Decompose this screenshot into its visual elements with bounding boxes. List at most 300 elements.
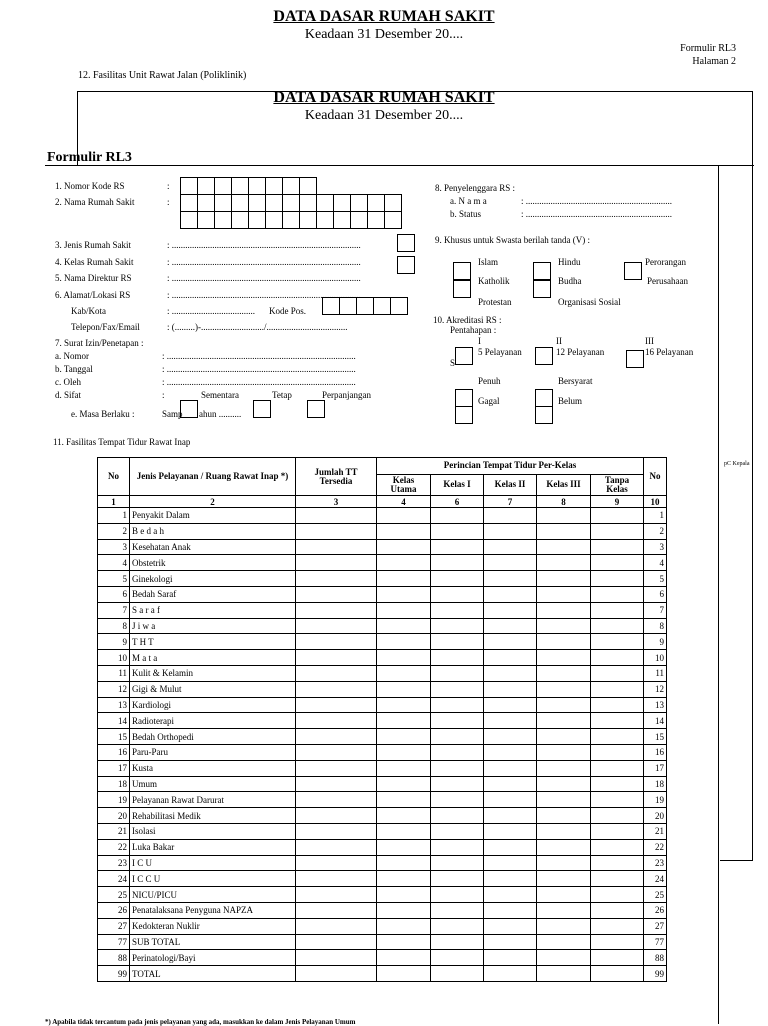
bed-count-cell[interactable] — [431, 792, 484, 808]
bed-count-cell[interactable] — [537, 602, 591, 618]
row-service-name: M a t a — [130, 650, 296, 666]
field-nama-rs-label: 2. Nama Rumah Sakit — [55, 197, 135, 207]
bed-count-cell[interactable] — [591, 808, 644, 824]
bed-count-cell[interactable] — [484, 855, 537, 871]
bed-count-cell[interactable] — [431, 650, 484, 666]
bed-count-cell[interactable] — [296, 744, 377, 760]
kode-rs-input[interactable] — [180, 177, 316, 195]
bed-count-cell[interactable] — [484, 760, 537, 776]
field-khusus-swasta-label: 9. Khusus untuk Swasta berilah tanda (V) : — [435, 235, 590, 245]
front-title: DATA DASAR RUMAH SAKIT — [273, 89, 495, 106]
jenis-rs-checkbox[interactable] — [397, 234, 415, 252]
5-pelayanan-checkbox[interactable] — [455, 347, 473, 365]
12-pelayanan-checkbox[interactable] — [535, 347, 553, 365]
bed-count-cell[interactable] — [431, 618, 484, 634]
bed-count-cell[interactable] — [484, 571, 537, 587]
bed-count-cell[interactable] — [377, 792, 431, 808]
bed-count-cell[interactable] — [484, 523, 537, 539]
column-number: 8 — [537, 496, 591, 508]
bed-count-cell[interactable] — [537, 539, 591, 555]
bed-count-cell[interactable] — [431, 760, 484, 776]
bed-count-cell[interactable] — [377, 729, 431, 745]
bed-count-cell[interactable] — [591, 650, 644, 666]
table-row — [98, 887, 667, 903]
bed-count-cell[interactable] — [377, 966, 431, 982]
option-belum: Belum — [558, 396, 582, 406]
bed-count-cell[interactable] — [591, 697, 644, 713]
field-jenis-rs-label: 3. Jenis Rumah Sakit — [55, 240, 131, 250]
row-number: 7 — [98, 602, 130, 618]
bed-count-cell[interactable] — [377, 871, 431, 887]
belum-checkbox[interactable] — [535, 389, 553, 407]
header-kelas-ii: Kelas II — [484, 474, 537, 495]
bed-count-cell[interactable] — [296, 792, 377, 808]
field-kabkota-label: Kab/Kota — [71, 306, 106, 316]
bed-count-cell[interactable] — [537, 555, 591, 571]
masa-berlaku-sampai: Samp — [162, 409, 183, 419]
bed-count-cell[interactable] — [537, 697, 591, 713]
bed-count-cell[interactable] — [537, 966, 591, 982]
column-number: 1 — [98, 496, 130, 508]
bed-count-cell[interactable] — [591, 823, 644, 839]
bed-count-cell[interactable] — [377, 839, 431, 855]
header-kelas-utama: Kelas Utama — [377, 474, 431, 495]
bed-count-cell[interactable] — [431, 855, 484, 871]
kelas-rs-checkbox[interactable] — [397, 256, 415, 274]
row-number-right: 18 — [644, 776, 667, 792]
protestan-checkbox[interactable] — [453, 280, 471, 298]
bed-count-cell[interactable] — [296, 618, 377, 634]
bed-count-cell[interactable] — [537, 792, 591, 808]
bed-count-cell[interactable] — [537, 571, 591, 587]
bed-count-cell[interactable] — [591, 966, 644, 982]
bed-count-cell[interactable] — [296, 681, 377, 697]
field-masa-berlaku-label: e. Masa Berlaku : — [71, 409, 135, 419]
bed-count-cell[interactable] — [377, 760, 431, 776]
bed-count-cell[interactable] — [537, 855, 591, 871]
bed-count-cell[interactable] — [431, 681, 484, 697]
table-row — [98, 681, 667, 697]
bed-count-cell[interactable] — [537, 776, 591, 792]
row-service-name: Isolasi — [130, 823, 296, 839]
row-number-right: 27 — [644, 918, 667, 934]
row-service-name: Paru-Paru — [130, 744, 296, 760]
bed-count-cell[interactable] — [591, 602, 644, 618]
column-number: 2 — [130, 496, 296, 508]
hindu-checkbox[interactable] — [533, 262, 551, 280]
bed-count-cell[interactable] — [591, 760, 644, 776]
bed-count-cell[interactable] — [296, 823, 377, 839]
bed-count-cell[interactable] — [537, 508, 591, 524]
bed-count-cell[interactable] — [377, 713, 431, 729]
bed-count-cell[interactable] — [537, 729, 591, 745]
bed-count-cell[interactable] — [591, 523, 644, 539]
oleh-dots: : .................................................................................... — [162, 377, 356, 387]
bed-count-cell[interactable] — [484, 744, 537, 760]
bed-count-cell[interactable] — [591, 792, 644, 808]
bed-count-cell[interactable] — [537, 823, 591, 839]
row-service-name: Kulit & Kelamin — [130, 665, 296, 681]
bed-count-cell[interactable] — [377, 634, 431, 650]
front-right-edge — [718, 166, 719, 1024]
row-service-name: I C C U — [130, 871, 296, 887]
bed-count-cell[interactable] — [431, 586, 484, 602]
row-number: 21 — [98, 823, 130, 839]
bed-count-cell[interactable] — [431, 523, 484, 539]
row-number-right: 21 — [644, 823, 667, 839]
bed-count-cell[interactable] — [484, 792, 537, 808]
column-number: 7 — [484, 496, 537, 508]
bed-count-cell[interactable] — [537, 586, 591, 602]
bed-count-cell[interactable] — [591, 855, 644, 871]
bed-count-cell[interactable] — [537, 808, 591, 824]
bed-count-cell[interactable] — [537, 713, 591, 729]
table-row — [98, 650, 667, 666]
bed-count-cell[interactable] — [431, 713, 484, 729]
bed-count-cell[interactable] — [296, 902, 377, 918]
bed-count-cell[interactable] — [591, 950, 644, 966]
bed-count-cell[interactable] — [591, 839, 644, 855]
bed-count-cell[interactable] — [431, 871, 484, 887]
bed-count-cell[interactable] — [591, 729, 644, 745]
table-row — [98, 744, 667, 760]
bed-count-cell[interactable] — [484, 808, 537, 824]
pentahapan-label: Pentahapan : — [450, 325, 497, 335]
bed-count-cell[interactable] — [296, 571, 377, 587]
bed-count-cell[interactable] — [591, 571, 644, 587]
penyelenggara-nama-dots: : ................................................................. — [521, 196, 673, 206]
sifat-sementara: Sementara — [201, 390, 239, 400]
bed-count-cell[interactable] — [484, 697, 537, 713]
bed-count-cell[interactable] — [484, 950, 537, 966]
table-row — [98, 539, 667, 555]
table-row — [98, 713, 667, 729]
bed-count-cell[interactable] — [296, 871, 377, 887]
bed-count-cell[interactable] — [484, 539, 537, 555]
bed-count-cell[interactable] — [431, 508, 484, 524]
option-gagal: Gagal — [478, 396, 500, 406]
bed-count-cell[interactable] — [377, 602, 431, 618]
bed-count-cell[interactable] — [377, 539, 431, 555]
organisasi-checkbox[interactable] — [533, 280, 551, 298]
bed-count-cell[interactable] — [431, 839, 484, 855]
perpanjangan-checkbox[interactable] — [307, 400, 325, 418]
bed-count-cell[interactable] — [484, 871, 537, 887]
bed-count-cell[interactable] — [296, 539, 377, 555]
bed-count-cell[interactable] — [377, 650, 431, 666]
bed-count-cell[interactable] — [377, 508, 431, 524]
bed-count-cell[interactable] — [537, 871, 591, 887]
bed-count-cell[interactable] — [296, 950, 377, 966]
bed-count-cell[interactable] — [377, 523, 431, 539]
column-number: 10 — [644, 496, 667, 508]
bed-count-cell[interactable] — [484, 650, 537, 666]
table-row — [98, 792, 667, 808]
row-service-name: Perinatologi/Bayi — [130, 950, 296, 966]
row-number-right: 4 — [644, 555, 667, 571]
row-service-name: Radioterapi — [130, 713, 296, 729]
bed-count-cell[interactable] — [591, 934, 644, 950]
bed-count-cell[interactable] — [296, 760, 377, 776]
table-row — [98, 855, 667, 871]
table-row — [98, 555, 667, 571]
bed-count-cell[interactable] — [377, 744, 431, 760]
bed-count-cell[interactable] — [431, 571, 484, 587]
row-service-name: S a r a f — [130, 602, 296, 618]
row-service-name: Obstetrik — [130, 555, 296, 571]
nama-rs-input-row2[interactable] — [180, 211, 401, 229]
row-service-name: Penatalaksana Penyguna NAPZA — [130, 902, 296, 918]
table-row — [98, 508, 667, 524]
bed-count-cell[interactable] — [377, 855, 431, 871]
perorangan-checkbox[interactable] — [624, 262, 642, 280]
option-5-pelayanan: 5 Pelayanan — [478, 347, 522, 357]
header-perincian: Perincian Tempat Tidur Per-Kelas — [377, 458, 644, 475]
bed-count-cell[interactable] — [484, 776, 537, 792]
bed-count-cell[interactable] — [296, 776, 377, 792]
row-number-right: 23 — [644, 855, 667, 871]
nama-rs-input-row1[interactable] — [180, 194, 401, 212]
tanggal-dots: : .................................................................................... — [162, 364, 356, 374]
table-row — [98, 697, 667, 713]
row-number: 11 — [98, 665, 130, 681]
field-tanggal-label: b. Tanggal — [55, 364, 93, 374]
field-penyelenggara-label: 8. Penyelenggara RS : — [435, 183, 515, 193]
row-number-right: 7 — [644, 602, 667, 618]
bed-count-cell[interactable] — [591, 887, 644, 903]
bed-count-cell[interactable] — [591, 634, 644, 650]
bed-count-cell[interactable] — [296, 839, 377, 855]
bed-count-cell[interactable] — [591, 665, 644, 681]
bed-count-cell[interactable] — [296, 808, 377, 824]
bed-count-cell[interactable] — [591, 508, 644, 524]
bed-count-cell[interactable] — [377, 776, 431, 792]
islam-checkbox[interactable] — [453, 262, 471, 280]
bed-count-cell[interactable] — [484, 665, 537, 681]
bed-count-cell[interactable] — [591, 555, 644, 571]
bed-count-cell[interactable] — [537, 950, 591, 966]
bed-count-cell[interactable] — [484, 902, 537, 918]
option-islam: Islam — [478, 257, 498, 267]
bed-count-cell[interactable] — [431, 934, 484, 950]
row-number: 9 — [98, 634, 130, 650]
table-row — [98, 871, 667, 887]
bed-count-cell[interactable] — [377, 618, 431, 634]
bed-count-cell[interactable] — [431, 539, 484, 555]
row-number: 14 — [98, 713, 130, 729]
field-kode-rs-label: 1. Nomor Kode RS — [55, 181, 125, 191]
bed-count-cell[interactable] — [537, 665, 591, 681]
row-number-right: 99 — [644, 966, 667, 982]
bed-count-cell[interactable] — [484, 586, 537, 602]
bed-count-cell[interactable] — [431, 966, 484, 982]
bed-count-cell[interactable] — [537, 650, 591, 666]
bed-count-cell[interactable] — [377, 887, 431, 903]
tetap-checkbox[interactable] — [253, 400, 271, 418]
side-note: pC Kepala — [724, 461, 750, 467]
row-number-right: 1 — [644, 508, 667, 524]
bed-count-cell[interactable] — [296, 634, 377, 650]
row-service-name: SUB TOTAL — [130, 934, 296, 950]
table-row — [98, 729, 667, 745]
table-row — [98, 602, 667, 618]
bed-count-cell[interactable] — [296, 555, 377, 571]
bed-count-cell[interactable] — [484, 555, 537, 571]
bed-count-cell[interactable] — [591, 776, 644, 792]
field-direktur-label: 5. Nama Direktur RS — [55, 273, 132, 283]
bed-count-cell[interactable] — [431, 555, 484, 571]
bed-count-cell[interactable] — [484, 713, 537, 729]
bed-count-cell[interactable] — [484, 634, 537, 650]
bed-count-cell[interactable] — [296, 523, 377, 539]
row-service-name: TOTAL — [130, 966, 296, 982]
bed-count-cell[interactable] — [296, 602, 377, 618]
bed-count-cell[interactable] — [296, 934, 377, 950]
bed-count-cell[interactable] — [431, 744, 484, 760]
bed-count-cell[interactable] — [484, 887, 537, 903]
column-number: 9 — [591, 496, 644, 508]
field-penyelenggara-status: b. Status — [450, 209, 482, 219]
bed-count-cell[interactable] — [537, 760, 591, 776]
row-number: 15 — [98, 729, 130, 745]
back-title: DATA DASAR RUMAH SAKIT — [273, 8, 495, 25]
bed-count-cell[interactable] — [484, 681, 537, 697]
bed-count-cell[interactable] — [296, 586, 377, 602]
option-protestan: Protestan — [478, 297, 512, 307]
field-oleh-label: c. Oleh — [55, 377, 81, 387]
table-row — [98, 776, 667, 792]
bed-count-cell[interactable] — [591, 902, 644, 918]
bed-count-cell[interactable] — [537, 918, 591, 934]
bed-count-cell[interactable] — [377, 902, 431, 918]
bed-count-cell[interactable] — [296, 713, 377, 729]
bed-count-cell[interactable] — [377, 681, 431, 697]
bed-count-cell[interactable] — [537, 523, 591, 539]
bed-count-cell[interactable] — [537, 839, 591, 855]
gagal-checkbox[interactable] — [455, 389, 473, 407]
alamat-dots: : .................................................................................... — [167, 290, 361, 300]
bed-count-cell[interactable] — [591, 586, 644, 602]
bed-count-cell[interactable] — [377, 555, 431, 571]
row-service-name: Pelayanan Rawat Darurat — [130, 792, 296, 808]
bed-count-cell[interactable] — [296, 729, 377, 745]
bed-count-cell[interactable] — [377, 918, 431, 934]
bed-count-cell[interactable] — [377, 697, 431, 713]
bed-count-cell[interactable] — [431, 729, 484, 745]
belum-checkbox-lower[interactable] — [535, 406, 553, 424]
option-bersyarat: Bersyarat — [558, 376, 593, 386]
bed-count-cell[interactable] — [484, 823, 537, 839]
bed-count-cell[interactable] — [484, 602, 537, 618]
gagal-checkbox-lower[interactable] — [455, 406, 473, 424]
bed-count-cell[interactable] — [591, 713, 644, 729]
bed-count-cell[interactable] — [537, 681, 591, 697]
bed-count-cell[interactable] — [296, 966, 377, 982]
bed-count-cell[interactable] — [377, 808, 431, 824]
bed-count-cell[interactable] — [431, 697, 484, 713]
bed-count-cell[interactable] — [484, 966, 537, 982]
field-nomor-label: a. Nomor — [55, 351, 89, 361]
bed-count-cell[interactable] — [296, 508, 377, 524]
option-katholik: Katholik — [478, 276, 510, 286]
bed-count-cell[interactable] — [591, 539, 644, 555]
bed-count-cell[interactable] — [431, 950, 484, 966]
bed-count-cell[interactable] — [377, 823, 431, 839]
bed-count-cell[interactable] — [537, 744, 591, 760]
colon: : — [167, 197, 170, 207]
bed-count-cell[interactable] — [377, 934, 431, 950]
bed-count-cell[interactable] — [484, 839, 537, 855]
bed-count-cell[interactable] — [431, 602, 484, 618]
table-row — [98, 571, 667, 587]
row-number: 6 — [98, 586, 130, 602]
bed-count-cell[interactable] — [537, 634, 591, 650]
bed-count-cell[interactable] — [484, 618, 537, 634]
bed-count-cell[interactable] — [377, 665, 431, 681]
bed-count-cell[interactable] — [377, 586, 431, 602]
table-row — [98, 618, 667, 634]
bed-count-cell[interactable] — [431, 823, 484, 839]
bed-count-cell[interactable] — [377, 571, 431, 587]
bed-count-cell[interactable] — [537, 934, 591, 950]
header-no: No — [98, 458, 130, 496]
row-number: 1 — [98, 508, 130, 524]
bed-count-cell[interactable] — [591, 681, 644, 697]
bed-count-cell[interactable] — [431, 902, 484, 918]
bed-count-cell[interactable] — [431, 887, 484, 903]
bed-count-cell[interactable] — [591, 618, 644, 634]
bed-count-cell[interactable] — [431, 665, 484, 681]
bed-count-cell[interactable] — [296, 665, 377, 681]
sifat-tetap: Tetap — [272, 390, 292, 400]
bed-count-cell[interactable] — [591, 871, 644, 887]
bed-count-cell[interactable] — [431, 634, 484, 650]
bed-count-cell[interactable] — [537, 618, 591, 634]
row-number-right: 22 — [644, 839, 667, 855]
bed-count-cell[interactable] — [296, 918, 377, 934]
tahap-i: I — [478, 336, 481, 346]
bed-count-cell[interactable] — [484, 934, 537, 950]
bed-count-cell[interactable] — [591, 918, 644, 934]
back-form-code: Formulir RL3 — [680, 43, 736, 54]
bed-count-cell[interactable] — [537, 887, 591, 903]
row-number-right: 19 — [644, 792, 667, 808]
row-number-right: 25 — [644, 887, 667, 903]
bed-count-cell[interactable] — [296, 855, 377, 871]
bed-count-cell[interactable] — [591, 744, 644, 760]
bed-count-cell[interactable] — [377, 950, 431, 966]
16-pelayanan-checkbox[interactable] — [626, 350, 644, 368]
row-number: 24 — [98, 871, 130, 887]
bed-count-cell[interactable] — [296, 887, 377, 903]
bed-count-cell[interactable] — [431, 918, 484, 934]
bed-count-cell[interactable] — [484, 729, 537, 745]
bed-count-cell[interactable] — [484, 918, 537, 934]
bed-count-cell[interactable] — [296, 650, 377, 666]
row-number-right: 10 — [644, 650, 667, 666]
bed-count-cell[interactable] — [296, 697, 377, 713]
row-number: 12 — [98, 681, 130, 697]
bed-count-cell[interactable] — [537, 902, 591, 918]
row-number: 5 — [98, 571, 130, 587]
kodepos-input[interactable] — [322, 297, 407, 315]
section-11-label: 11. Fasilitas Tempat Tidur Rawat Inap — [53, 437, 191, 447]
bed-count-cell[interactable] — [484, 508, 537, 524]
bed-count-cell[interactable] — [431, 808, 484, 824]
row-number-right: 26 — [644, 902, 667, 918]
row-number: 27 — [98, 918, 130, 934]
bed-count-cell[interactable] — [431, 776, 484, 792]
